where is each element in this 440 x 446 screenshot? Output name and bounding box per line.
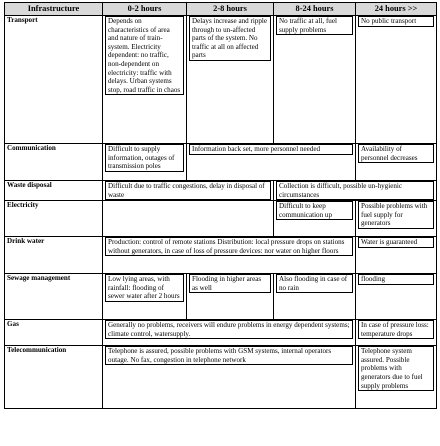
cell-waste-8-plus [274,181,437,201]
row-label-gas: Gas [5,320,103,346]
cell-telecom-0-24 [103,346,356,409]
infrastructure-outage-table [4,2,437,409]
cell-text: Possible problems with fuel supply for generators [358,201,434,229]
table-row-electricity [5,201,437,237]
cell-text: Also flooding in case of no rain [276,274,353,293]
cell-text: flooding [358,274,434,285]
cell-telecom-24-plus [356,346,437,409]
cell-text: No traffic at all, fuel supply problems [276,16,353,35]
cell-electricity-8-24 [274,201,356,237]
table-row-sewage [5,274,437,320]
cell-text: Information back set, more personnel needed [189,144,353,155]
cell-text: Availability of personnel decreases [358,144,434,163]
cell-text: Collection is difficult, possible un-hygienic circumstances [276,181,434,200]
row-label-drink-water: Drink water [5,237,103,274]
header-8-24-hours: 8-24 hours [274,3,356,16]
cell-text: In case of pressure loss: temperature drops [358,320,434,339]
cell-sewage-8-24 [274,274,356,320]
cell-gas-24-plus [356,320,437,346]
cell-drink-0-24 [103,237,356,274]
cell-gas-0-24 [103,320,356,346]
cell-text: Generally no problems, receivers will endure problems in energy dependent systems; climate control, watersupply. [105,320,353,339]
cell-transport-0-2 [103,16,187,144]
row-label-telecommunication: Telecommunication [5,346,103,409]
row-label-sewage: Sewage management [5,274,103,320]
cell-drink-24-plus [356,237,437,274]
cell-text: Telephone system assured. Possible problems with generators due to fuel supply problems [358,346,434,391]
row-label-waste-disposal: Waste disposal [5,181,103,201]
header-2-8-hours: 2-8 hours [187,3,274,16]
cell-transport-2-8 [187,16,274,144]
row-label-transport: Transport [5,16,103,144]
cell-transport-24-plus [356,16,437,144]
row-label-communication: Communication [5,144,103,181]
cell-text: Low lying areas, with rainfall: flooding of sewer water after 2 hours [105,274,184,302]
cell-electricity-24-plus [356,201,437,237]
cell-text: Difficult to keep communication up [276,201,353,220]
cell-electricity-0-8 [103,201,274,237]
cell-sewage-0-2 [103,274,187,320]
cell-text: Difficult due to traffic congestions, delay in disposal of waste [105,181,271,200]
cell-transport-8-24 [274,16,356,144]
cell-text: Difficult to supply information, outages of transmission poles [105,144,184,172]
cell-sewage-24-plus [356,274,437,320]
table-row-communication [5,144,437,181]
cell-text: Flooding in higher areas as well [189,274,271,293]
header-0-2-hours: 0-2 hours [103,3,187,16]
cell-communication-0-2 [103,144,187,181]
row-label-electricity: Electricity [5,201,103,237]
cell-text: Telephone is assured, possible problems with GSM systems, internal operators outage. No fax, congestion in telephone network [105,346,353,365]
cell-text: Production: control of remote stations Distribution: local pressure drops on stations without generators, in case of loss of pressure devices: nor water on higher floors [105,237,353,256]
cell-text: No public transport [358,16,434,27]
cell-communication-2-24 [187,144,356,181]
cell-text: Depends on characteristics of area and nature of train-system. Electricity dependent: no traffic, non-dependent on electricity: traffic with delays. Urban systems stop, road traffic in chaos [105,16,184,95]
cell-sewage-2-8 [187,274,274,320]
cell-communication-24-plus [356,144,437,181]
cell-text: Delays increase and ripple through to un-affected parts of the system. No traffic at all on affected parts [189,16,271,61]
header-row [5,3,437,16]
table-row-transport [5,16,437,144]
table-row-telecommunication [5,346,437,409]
table-row-gas [5,320,437,346]
table-row-waste-disposal [5,181,437,201]
header-24-hours-plus: 24 hours >> [356,3,437,16]
header-infrastructure: Infrastructure [5,3,103,16]
cell-text: Water is guaranteed [358,237,434,248]
cell-waste-0-8 [103,181,274,201]
table-row-drink-water [5,237,437,274]
